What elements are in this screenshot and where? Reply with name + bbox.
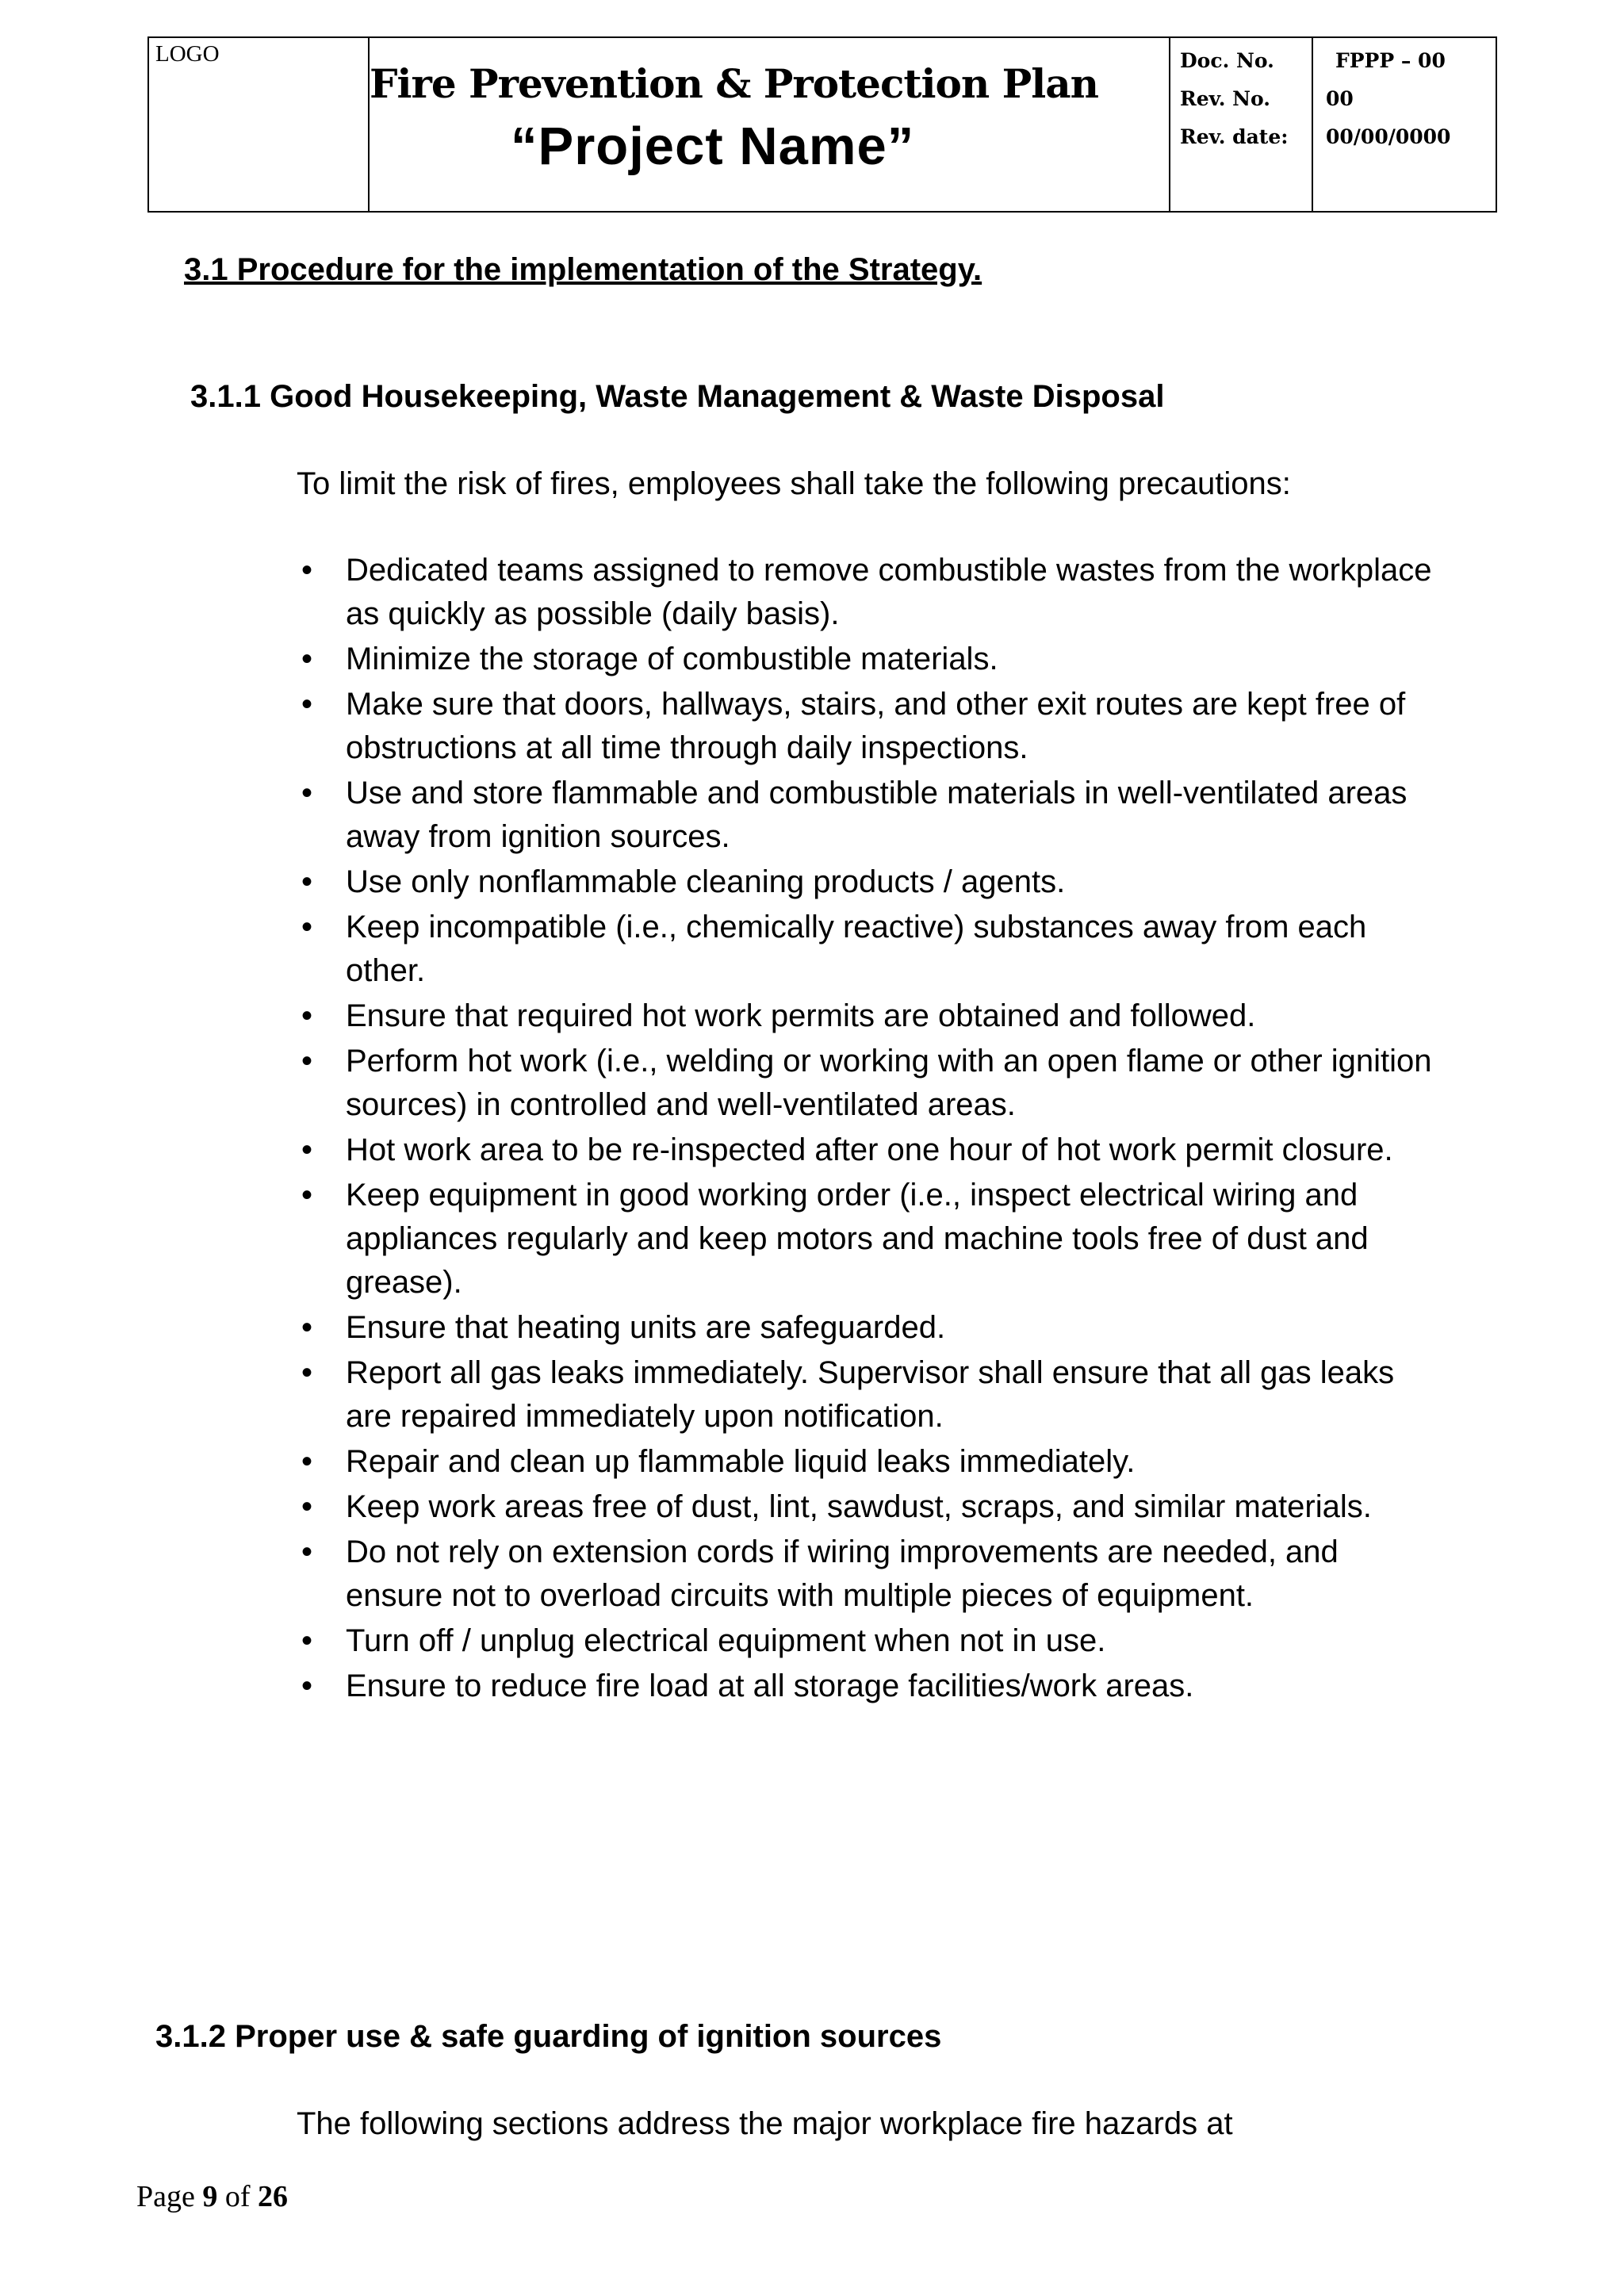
rev-date-label: Rev. date: xyxy=(1180,125,1289,148)
bullet-icon: • xyxy=(301,1355,313,1390)
bullet-icon: • xyxy=(301,1310,313,1345)
bullet-icon: • xyxy=(301,553,313,588)
doc-no-label: Doc. No. xyxy=(1180,49,1274,72)
list-item: • Ensure that required hot work permits are obtained and followed. xyxy=(297,994,1438,1038)
list-item: • Keep equipment in good working order (i.e., inspect electrical wiring and appliances regularly and keep motors and machine tools free of dust and grease). xyxy=(297,1174,1438,1305)
subsection-heading: 3.1.2 Proper use & safe guarding of ignition sources xyxy=(155,2019,942,2054)
bullet-icon: • xyxy=(301,1489,313,1524)
list-item: • Ensure that heating units are safeguarded. xyxy=(297,1306,1438,1350)
paragraph: The following sections address the major workplace fire hazards at xyxy=(297,2106,1233,2141)
logo-placeholder: LOGO xyxy=(155,41,220,67)
precautions-list xyxy=(297,549,1438,1710)
page-number: Page 9 of 26 xyxy=(136,2180,289,2213)
doc-no-value: FPPP – 00 xyxy=(1335,49,1446,72)
bullet-icon: • xyxy=(301,998,313,1033)
bullet-icon: • xyxy=(301,776,313,810)
bullet-icon: • xyxy=(301,1132,313,1167)
list-item: • Repair and clean up flammable liquid leaks immediately. xyxy=(297,1440,1438,1484)
list-item: • Use and store flammable and combustible materials in well-ventilated areas away from ignition sources. xyxy=(297,772,1438,859)
document-title: Fire Prevention & Protection Plan xyxy=(370,60,1098,107)
document-header xyxy=(147,36,1497,213)
bullet-icon: • xyxy=(301,687,313,722)
rev-no-value: 00 xyxy=(1326,87,1354,110)
list-item: • Use only nonflammable cleaning products / agents. xyxy=(297,860,1438,904)
list-item: • Perform hot work (i.e., welding or working with an open flame or other ignition sources) in controlled and well-ventilated areas. xyxy=(297,1040,1438,1127)
rev-no-label: Rev. No. xyxy=(1180,87,1270,110)
list-item: • Keep work areas free of dust, lint, sawdust, scraps, and similar materials. xyxy=(297,1485,1438,1529)
subsection-heading: 3.1.1 Good Housekeeping, Waste Management & Waste Disposal xyxy=(190,379,1165,414)
list-item: • Turn off / unplug electrical equipment when not in use. xyxy=(297,1619,1438,1663)
list-item: • Minimize the storage of combustible materials. xyxy=(297,638,1438,681)
bullet-icon: • xyxy=(301,1623,313,1658)
list-item: • Dedicated teams assigned to remove combustible wastes from the workplace as quickly as possible (daily basis). xyxy=(297,549,1438,636)
bullet-icon: • xyxy=(301,864,313,899)
bullet-icon: • xyxy=(301,1669,313,1703)
bullet-icon: • xyxy=(301,1178,313,1213)
intro-paragraph: To limit the risk of fires, employees shall take the following precautions: xyxy=(297,466,1291,501)
list-item: • Make sure that doors, hallways, stairs, and other exit routes are kept free of obstructions at all time through daily inspections. xyxy=(297,683,1438,770)
list-item: • Hot work area to be re-inspected after one hour of hot work permit closure. xyxy=(297,1128,1438,1172)
bullet-icon: • xyxy=(301,910,313,944)
bullet-icon: • xyxy=(301,1044,313,1079)
bullet-icon: • xyxy=(301,1444,313,1479)
bullet-icon: • xyxy=(301,642,313,676)
rev-date-value: 00/00/0000 xyxy=(1326,125,1451,148)
project-name: “Project Name” xyxy=(511,117,915,176)
list-item: • Keep incompatible (i.e., chemically reactive) substances away from each other. xyxy=(297,906,1438,993)
bullet-icon: • xyxy=(301,1534,313,1569)
list-item: • Ensure to reduce fire load at all storage facilities/work areas. xyxy=(297,1665,1438,1708)
list-item: • Report all gas leaks immediately. Supervisor shall ensure that all gas leaks are repaired immediately upon notification. xyxy=(297,1351,1438,1439)
list-item: • Do not rely on extension cords if wiring improvements are needed, and ensure not to overload circuits with multiple pieces of equipment. xyxy=(297,1531,1438,1618)
section-heading: 3.1 Procedure for the implementation of the Strategy. xyxy=(184,252,982,287)
